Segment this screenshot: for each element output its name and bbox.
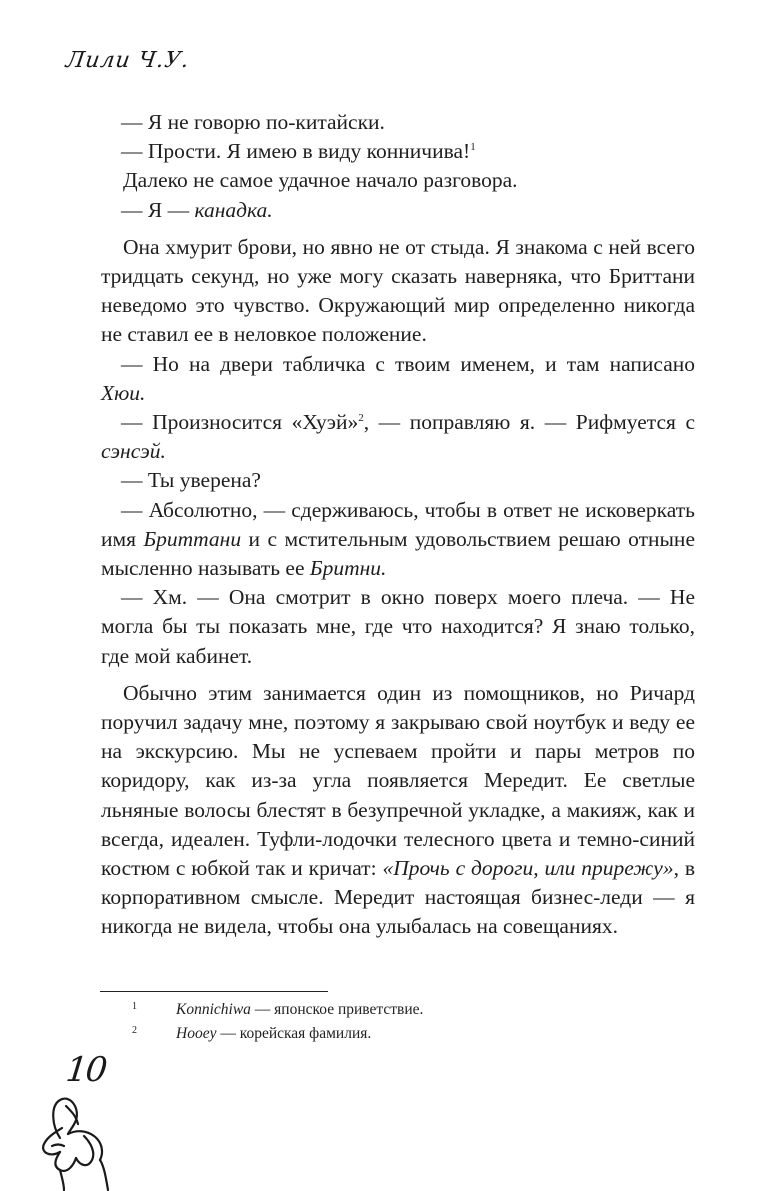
paragraph-text: — Но на двери табличка с твоим именем, и там написано: [121, 351, 695, 376]
footnote-divider: [100, 991, 328, 992]
paragraph-text: , — поправляю я. — Рифмуется с: [363, 410, 696, 435]
emphasis: Хюи.: [101, 380, 146, 405]
emphasis: «Прочь с дороги, или прирежу»: [382, 856, 674, 881]
footnote-term: Konnichiwa: [176, 1001, 251, 1018]
paragraph: [101, 196, 695, 225]
paragraph: Далеко не самое удачное начало разговора.: [123, 168, 518, 193]
paragraph: — Я не говорю по-китайски.: [121, 110, 385, 134]
paragraph: [101, 137, 695, 166]
page-number: 10: [63, 1050, 108, 1090]
emphasis: Бритни.: [309, 556, 387, 581]
paragraph: [101, 408, 695, 466]
footnote-ref: 2: [358, 411, 364, 424]
footnote-mark: 2: [132, 1025, 137, 1036]
running-title: Лили Ч.У.: [64, 48, 192, 73]
paragraph: [101, 496, 695, 584]
footnote-text: — японское приветствие.: [250, 1001, 424, 1018]
paragraph: Она хмурит брови, но явно не от стыда. Я знакома с ней всего тридцать секунд, но уже могу сказать наверняка, что Бриттани неведомо это чувство. Окружающий мир определенно никогда не ставил ее в неловкое положение.: [101, 234, 695, 347]
paragraph-text: Обычно этим занимается один из помощников, но Ричард поручил задачу мне, поэтому я закрываю свой ноутбук и веду ее на экскурсию. Мы не успеваем пройти и пары метров по коридору, как из-за угла появляется Мередит. Ее светлые льняные волосы блестят в безупречной укладке, а макияж, как и всегда, идеален. Туфли-лодочки телесного цвета и темно-синий костюм с юбкой так и кричат:: [101, 680, 695, 881]
paragraph-text: — Произносится «Хуэй»: [121, 410, 359, 435]
footnote-mark: 1: [132, 1001, 137, 1012]
finger-heart-hand-icon: [30, 1086, 130, 1191]
paragraph: [101, 679, 695, 942]
paragraph: — Ты уверена?: [121, 468, 261, 493]
paragraph: [101, 350, 695, 408]
emphasis: сэнсэй.: [101, 439, 166, 464]
footnotes: [100, 998, 700, 1046]
footnote: [100, 998, 700, 1022]
footnote: [100, 1022, 700, 1046]
paragraph-text: , в корпоративном смысле. Мередит настоящая бизнес-леди — я никогда не видела, чтобы она улыбалась на совещаниях.: [101, 856, 696, 939]
footnote-ref: 1: [470, 141, 476, 154]
footnote-term: Hooey: [176, 1025, 217, 1042]
main-text: [101, 108, 695, 942]
emphasis: канадка.: [194, 197, 273, 222]
footnote-text: — корейская фамилия.: [216, 1025, 372, 1042]
paragraph-text: — Абсолютно, — сдерживаюсь, чтобы в ответ не исковеркать имя: [101, 497, 695, 551]
paragraph-text: — Прости. Я имею в виду конничива!: [121, 139, 471, 164]
paragraph-text: и с мстительным удовольствием решаю отныне мысленно называть ее: [101, 526, 695, 581]
emphasis: Бриттани: [143, 526, 242, 551]
paragraph: — Хм. — Она смотрит в окно поверх моего плеча. — Не могла бы ты показать мне, где что находится? Я знаю только, где мой кабинет.: [101, 585, 695, 668]
paragraph-text: — Я —: [121, 197, 195, 222]
